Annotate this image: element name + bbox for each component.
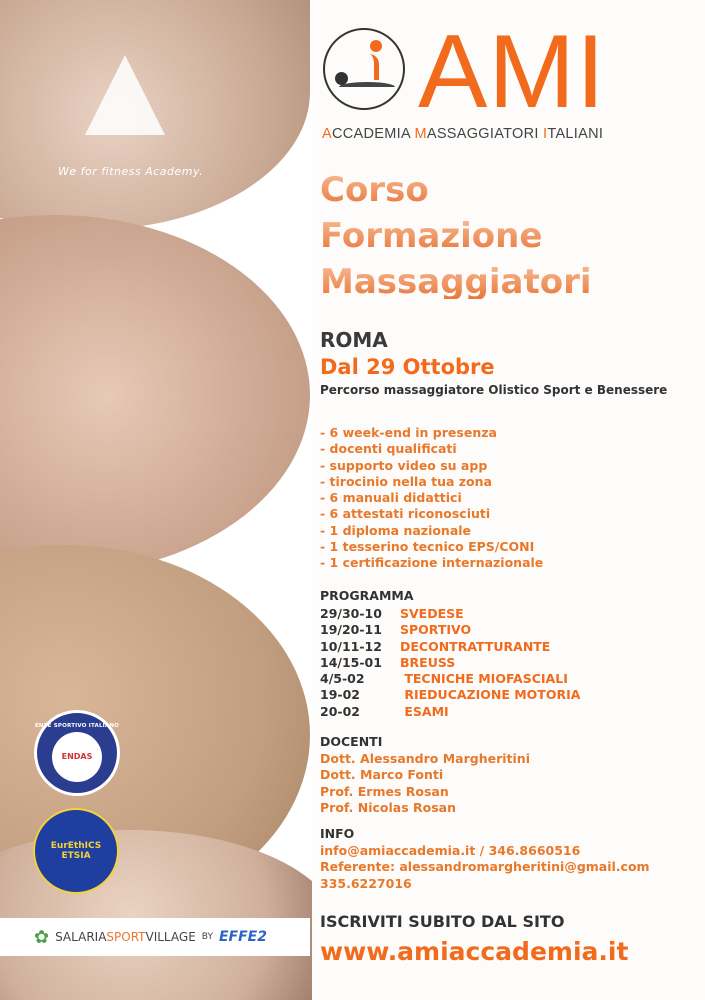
program-row <box>320 671 580 687</box>
leaf-icon: ✿ <box>34 926 50 948</box>
program-row <box>320 639 580 655</box>
sponsor-band: ✿ SALARIASPORTVILLAGE BY EFFE2 <box>0 918 310 956</box>
endas-badge <box>34 710 120 796</box>
contact-email-phone[interactable]: info@amiaccademia.it / 346.8660516 <box>320 843 581 858</box>
program-date: 4/5-02 <box>320 671 365 687</box>
academy-logo-icon <box>85 55 165 135</box>
feature-item: - 6 attestati riconosciuti <box>320 506 491 522</box>
feature-item: - 6 week-end in presenza <box>320 425 497 440</box>
feature-item: - 6 manuali didattici <box>320 490 462 506</box>
teacher-name: Dott. Alessandro Margheritini <box>320 751 530 766</box>
feature-item: - tirocinio nella tua zona <box>320 473 492 489</box>
teacher-name: Prof. Nicolas Rosan <box>320 799 457 815</box>
title-line: Massaggiatori <box>320 262 592 302</box>
cta-text: ISCRIVITI SUBITO DAL SITO <box>320 912 565 931</box>
photo-foot-circle <box>0 215 310 575</box>
start-date: Dal 29 Ottobre <box>320 355 495 379</box>
program-row <box>320 606 580 622</box>
info-lines <box>320 843 650 892</box>
website-link[interactable]: www.amiaccademia.it <box>320 937 629 966</box>
brand-subtitle: ACCADEMIA MASSAGGIATORI ITALIANI <box>322 126 604 142</box>
contact-referent[interactable]: Referente: alessandromargheritini@gmail.com <box>320 859 650 875</box>
program-topic: RIEDUCAZIONE MOTORIA <box>400 687 581 703</box>
academy-tagline: We for fitness Academy. <box>58 165 204 178</box>
program-row <box>320 704 580 720</box>
feature-item: - 1 diploma nazionale <box>320 522 472 538</box>
endas-badge-inner: ENDAS <box>52 732 102 782</box>
program-row <box>320 622 580 638</box>
effe2-logo: EFFE2 <box>218 929 267 945</box>
features-list <box>320 425 543 572</box>
program-date: 19/20-11 <box>320 622 382 638</box>
content-column <box>318 0 705 1000</box>
feature-item: - docenti qualificati <box>320 441 457 457</box>
teachers-list <box>320 751 530 816</box>
teacher-name: Prof. Ermes Rosan <box>320 783 449 799</box>
program-topic: DECONTRATTURANTE <box>400 638 551 654</box>
feature-item: - 1 certificazione internazionale <box>320 555 544 571</box>
title-line: Formazione <box>320 216 543 256</box>
program-topic: BREUSS <box>400 654 456 670</box>
program-date: 14/15-01 <box>320 654 382 670</box>
program-heading: PROGRAMMA <box>320 588 414 603</box>
program-topic: ESAMI <box>400 703 449 719</box>
program-date: 29/30-10 <box>320 606 382 621</box>
endas-badge-ring-text: ENTE SPORTIVO ITALIANO <box>34 723 120 730</box>
feature-item: - supporto video su app <box>320 457 488 473</box>
program-date: 20-02 <box>320 703 360 719</box>
program-row <box>320 655 580 671</box>
program-topic: SVEDESE <box>400 606 464 621</box>
etsia-badge: EurEthICS ETSIA <box>33 808 119 894</box>
brand-name: AMI <box>418 14 606 130</box>
program-list <box>320 606 580 720</box>
course-path: Percorso massaggiatore Olistico Sport e Benessere <box>320 383 668 397</box>
program-topic: TECNICHE MIOFASCIALI <box>400 671 568 687</box>
program-row <box>320 687 580 703</box>
teacher-name: Dott. Marco Fonti <box>320 767 444 783</box>
photo-collage <box>0 0 312 1000</box>
city: ROMA <box>320 328 388 352</box>
contact-phone[interactable]: 335.6227016 <box>320 875 412 891</box>
teachers-heading: DOCENTI <box>320 734 383 749</box>
title-line: Corso <box>320 170 429 210</box>
program-topic: SPORTIVO <box>400 622 472 638</box>
info-heading: INFO <box>320 826 355 841</box>
feature-item: - 1 tesserino tecnico EPS/CONI <box>320 539 535 555</box>
program-date: 10/11-12 <box>320 638 382 654</box>
ami-logo-icon <box>323 28 405 110</box>
program-date: 19-02 <box>320 687 360 703</box>
